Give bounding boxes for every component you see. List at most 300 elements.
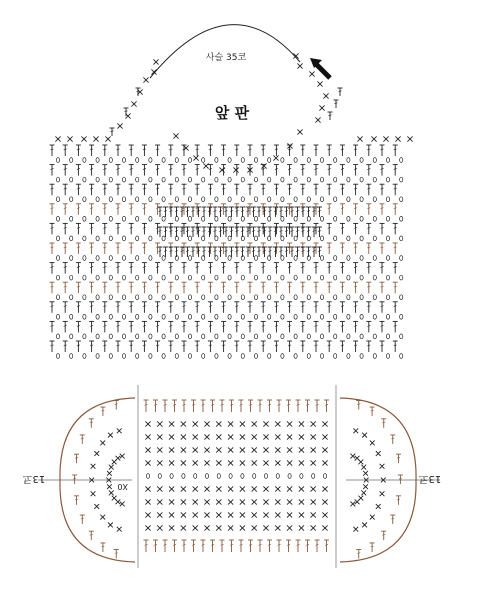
- oval-chain-icon: [373, 354, 376, 359]
- oval-chain-icon: [360, 177, 363, 182]
- oval-chain-icon: [347, 158, 350, 163]
- oval-chain-icon: [122, 158, 125, 163]
- oval-chain-icon: [228, 197, 231, 202]
- oval-chain-icon: [149, 334, 152, 339]
- x-stitch-icon: [263, 525, 268, 530]
- x-stitch-icon: [252, 434, 257, 439]
- x-stitch-icon: [299, 486, 304, 491]
- oval-chain-icon: [162, 275, 165, 280]
- oval-chain-icon: [202, 275, 205, 280]
- x-stitch-icon: [81, 136, 86, 141]
- t-stitch-icon: [306, 227, 311, 237]
- t-stitch-icon: [300, 302, 305, 313]
- x-stitch-icon: [145, 434, 150, 439]
- oval-chain-icon: [281, 334, 284, 339]
- t-stitch-icon: [163, 207, 168, 217]
- t-stitch-icon: [63, 263, 68, 274]
- x-stitch-icon: [287, 486, 292, 491]
- oval-chain-icon: [136, 197, 139, 202]
- oval-chain-icon: [136, 354, 139, 359]
- x-stitch-icon: [228, 525, 233, 530]
- oval-chain-icon: [136, 334, 139, 339]
- oval-chain-icon: [122, 216, 125, 221]
- oval-chain-icon: [400, 314, 403, 319]
- oval-chain-icon: [307, 197, 310, 202]
- oval-chain-icon: [294, 216, 297, 221]
- x-stitch-icon: [299, 499, 304, 504]
- x-stitch-icon: [228, 512, 233, 517]
- t-stitch-icon: [248, 184, 253, 195]
- t-stitch-icon: [168, 184, 173, 195]
- x-stitch-icon: [193, 486, 198, 491]
- oval-chain-icon: [136, 177, 139, 182]
- oval-chain-icon: [228, 177, 231, 182]
- t-stitch-icon: [290, 227, 295, 237]
- x-stitch-icon: [376, 504, 381, 509]
- t-stitch-icon: [315, 400, 320, 412]
- oval-chain-icon: [254, 295, 257, 300]
- t-stitch-icon: [50, 184, 55, 195]
- x-stitch-icon: [240, 525, 245, 530]
- oval-chain-icon: [373, 236, 376, 241]
- oval-chain-icon: [228, 314, 231, 319]
- t-stitch-icon: [290, 207, 295, 217]
- oval-chain-icon: [254, 216, 257, 221]
- x-stitch-icon: [143, 77, 148, 82]
- oval-chain-icon: [400, 295, 403, 300]
- oval-chain-icon: [400, 256, 403, 261]
- t-stitch-icon: [287, 263, 292, 274]
- t-stitch-icon: [142, 321, 147, 332]
- t-stitch-icon: [142, 165, 147, 176]
- t-stitch-icon: [63, 243, 68, 254]
- oval-chain-icon: [136, 314, 139, 319]
- x-stitch-icon: [370, 440, 375, 445]
- oval-chain-icon: [149, 256, 152, 261]
- t-stitch-icon: [172, 540, 177, 552]
- x-stitch-icon: [91, 464, 96, 469]
- t-stitch-icon: [116, 204, 121, 215]
- oval-chain-icon: [347, 236, 350, 241]
- x-stitch-icon: [252, 447, 257, 452]
- t-stitch-icon: [195, 263, 200, 274]
- oval-chain-icon: [320, 177, 323, 182]
- x-stitch-icon: [100, 440, 105, 445]
- t-stitch-icon: [50, 302, 55, 313]
- t-stitch-icon: [240, 207, 245, 217]
- front-panel: [50, 25, 413, 359]
- t-stitch-icon: [287, 184, 292, 195]
- x-stitch-icon: [93, 136, 98, 141]
- t-stitch-icon: [229, 207, 234, 217]
- oval-chain-icon: [254, 354, 257, 359]
- oval-chain-icon: [202, 314, 205, 319]
- oval-chain-icon: [122, 256, 125, 261]
- x-stitch-icon: [204, 447, 209, 452]
- oval-chain-icon: [188, 177, 191, 182]
- t-stitch-icon: [182, 184, 187, 195]
- x-stitch-icon: [67, 136, 72, 141]
- oval-chain-icon: [162, 216, 165, 221]
- oval-chain-icon: [400, 236, 403, 241]
- x-stitch-icon: [228, 499, 233, 504]
- t-stitch-icon: [234, 184, 239, 195]
- t-stitch-icon: [76, 165, 81, 176]
- oval-chain-icon: [334, 197, 337, 202]
- oval-chain-icon: [281, 158, 284, 163]
- t-stitch-icon: [296, 400, 301, 412]
- oval-chain-icon: [360, 158, 363, 163]
- t-stitch-icon: [224, 227, 229, 237]
- x-stitch-icon: [297, 129, 302, 134]
- x-stitch-icon: [145, 512, 150, 517]
- x-stitch-icon: [322, 499, 327, 504]
- t-stitch-icon: [76, 184, 81, 195]
- t-stitch-icon: [287, 282, 292, 293]
- x-stitch-icon: [317, 81, 322, 86]
- x-stitch-icon: [169, 512, 174, 517]
- oval-chain-icon: [254, 275, 257, 280]
- x-stitch-icon: [169, 525, 174, 530]
- t-stitch-icon: [191, 540, 196, 552]
- oval-chain-icon: [360, 354, 363, 359]
- t-stitch-icon: [89, 243, 94, 254]
- x-stitch-icon: [94, 451, 99, 456]
- oval-chain-icon: [334, 275, 337, 280]
- t-stitch-icon: [102, 302, 107, 313]
- oval-chain-icon: [162, 236, 165, 241]
- t-stitch-icon: [366, 184, 371, 195]
- t-stitch-icon: [274, 243, 279, 254]
- t-stitch-icon: [314, 321, 319, 332]
- t-stitch-icon: [290, 247, 295, 257]
- x-stitch-icon: [363, 484, 368, 489]
- oval-chain-icon: [241, 275, 244, 280]
- t-stitch-icon: [89, 145, 94, 156]
- x-stitch-icon: [193, 460, 198, 465]
- oval-chain-icon: [307, 295, 310, 300]
- t-stitch-icon: [142, 223, 147, 234]
- oval-chain-icon: [162, 197, 165, 202]
- x-stitch-icon: [311, 499, 316, 504]
- x-stitch-icon: [107, 484, 112, 489]
- t-stitch-icon: [324, 400, 329, 412]
- t-stitch-icon: [172, 400, 177, 412]
- t-stitch-icon: [314, 341, 319, 352]
- t-stitch-icon: [174, 207, 179, 217]
- t-stitch-icon: [207, 207, 212, 217]
- t-stitch-icon: [300, 263, 305, 274]
- oval-chain-icon: [373, 216, 376, 221]
- oval-chain-icon: [56, 256, 59, 261]
- oval-chain-icon: [56, 197, 59, 202]
- oval-chain-icon: [307, 216, 310, 221]
- oval-chain-icon: [400, 216, 403, 221]
- t-stitch-icon: [168, 145, 173, 156]
- x-stitch-icon: [228, 447, 233, 452]
- oval-chain-icon: [96, 158, 99, 163]
- oval-chain-icon: [228, 158, 231, 163]
- t-stitch-icon: [234, 263, 239, 274]
- t-stitch-icon: [257, 207, 262, 217]
- t-stitch-icon: [295, 227, 300, 237]
- x-stitch-icon: [145, 447, 150, 452]
- t-stitch-icon: [158, 227, 163, 237]
- oval-chain-icon: [228, 354, 231, 359]
- oval-chain-icon: [70, 256, 73, 261]
- x-stitch-icon: [193, 421, 198, 426]
- t-stitch-icon: [163, 227, 168, 237]
- t-stitch-icon: [393, 145, 398, 156]
- t-stitch-icon: [129, 341, 134, 352]
- t-stitch-icon: [274, 184, 279, 195]
- t-stitch-icon: [314, 263, 319, 274]
- t-stitch-icon: [273, 227, 278, 237]
- t-stitch-icon: [366, 282, 371, 293]
- t-stitch-icon: [129, 243, 134, 254]
- oval-chain-icon: [228, 236, 231, 241]
- oval-chain-icon: [241, 177, 244, 182]
- t-stitch-icon: [380, 321, 385, 332]
- oval-chain-icon: [83, 216, 86, 221]
- oval-chain-icon: [83, 275, 86, 280]
- x-stitch-icon: [380, 464, 385, 469]
- x-stitch-icon: [145, 460, 150, 465]
- t-stitch-icon: [102, 145, 107, 156]
- t-stitch-icon: [63, 145, 68, 156]
- oval-chain-icon: [109, 275, 112, 280]
- t-stitch-icon: [89, 223, 94, 234]
- t-stitch-icon: [208, 204, 213, 215]
- oval-chain-icon: [188, 314, 191, 319]
- t-stitch-icon: [168, 282, 173, 293]
- t-stitch-icon: [182, 400, 187, 412]
- oval-chain-icon: [294, 334, 297, 339]
- t-stitch-icon: [300, 341, 305, 352]
- x-stitch-icon: [193, 512, 198, 517]
- oval-chain-icon: [386, 177, 389, 182]
- t-stitch-icon: [195, 184, 200, 195]
- t-stitch-icon: [208, 243, 213, 254]
- oval-chain-icon: [386, 334, 389, 339]
- oval-chain-icon: [136, 256, 139, 261]
- t-stitch-icon: [100, 543, 105, 552]
- t-stitch-icon: [63, 223, 68, 234]
- t-stitch-icon: [50, 282, 55, 293]
- t-stitch-icon: [353, 282, 358, 293]
- t-stitch-icon: [220, 540, 225, 552]
- oval-chain-icon: [241, 314, 244, 319]
- oval-chain-icon: [70, 216, 73, 221]
- t-stitch-icon: [353, 184, 358, 195]
- t-stitch-icon: [366, 321, 371, 332]
- t-stitch-icon: [116, 302, 121, 313]
- t-stitch-icon: [229, 540, 234, 552]
- oval-chain-icon: [109, 354, 112, 359]
- x-stitch-icon: [252, 499, 257, 504]
- oval-chain-icon: [182, 474, 185, 479]
- t-stitch-icon: [100, 407, 105, 416]
- oval-chain-icon: [294, 295, 297, 300]
- t-stitch-icon: [195, 321, 200, 332]
- oval-chain-icon: [146, 474, 149, 479]
- x-stitch-icon: [263, 499, 268, 504]
- oval-chain-icon: [400, 354, 403, 359]
- oval-chain-icon: [307, 158, 310, 163]
- oval-chain-icon: [241, 295, 244, 300]
- t-stitch-icon: [210, 540, 215, 552]
- t-stitch-icon: [102, 204, 107, 215]
- oval-chain-icon: [386, 295, 389, 300]
- t-stitch-icon: [155, 302, 160, 313]
- x-stitch-icon: [204, 460, 209, 465]
- x-stitch-icon: [358, 460, 363, 465]
- oval-chain-icon: [386, 236, 389, 241]
- t-stitch-icon: [168, 165, 173, 176]
- oval-chain-icon: [149, 295, 152, 300]
- oval-chain-icon: [347, 314, 350, 319]
- t-stitch-icon: [208, 321, 213, 332]
- t-stitch-icon: [158, 247, 163, 257]
- x-stitch-icon: [216, 525, 221, 530]
- oval-chain-icon: [281, 216, 284, 221]
- t-stitch-icon: [195, 145, 200, 156]
- t-stitch-icon: [129, 145, 134, 156]
- t-stitch-icon: [248, 321, 253, 332]
- base-right-label: 13코: [418, 473, 442, 484]
- t-stitch-icon: [224, 207, 229, 217]
- oval-chain-icon: [194, 474, 197, 479]
- x-stitch-icon: [145, 421, 150, 426]
- t-stitch-icon: [340, 321, 345, 332]
- t-stitch-icon: [224, 247, 229, 257]
- t-stitch-icon: [208, 223, 213, 234]
- oval-chain-icon: [109, 314, 112, 319]
- x-stitch-icon: [94, 504, 99, 509]
- t-stitch-icon: [89, 419, 94, 428]
- x-stitch-icon: [181, 421, 186, 426]
- t-stitch-icon: [72, 475, 77, 484]
- t-stitch-icon: [273, 207, 278, 217]
- t-stitch-icon: [380, 184, 385, 195]
- t-stitch-icon: [182, 321, 187, 332]
- x-stitch-icon: [252, 525, 257, 530]
- t-stitch-icon: [261, 321, 266, 332]
- t-stitch-icon: [235, 247, 240, 257]
- t-stitch-icon: [380, 223, 385, 234]
- t-stitch-icon: [213, 227, 218, 237]
- t-stitch-icon: [338, 88, 343, 96]
- t-stitch-icon: [210, 400, 215, 412]
- oval-chain-icon: [360, 275, 363, 280]
- t-stitch-icon: [129, 321, 134, 332]
- oval-chain-icon: [307, 275, 310, 280]
- x-stitch-icon: [322, 512, 327, 517]
- t-stitch-icon: [110, 128, 115, 136]
- t-stitch-icon: [142, 282, 147, 293]
- oval-chain-icon: [386, 197, 389, 202]
- t-stitch-icon: [221, 321, 226, 332]
- oval-chain-icon: [96, 216, 99, 221]
- oval-chain-icon: [175, 314, 178, 319]
- t-stitch-icon: [191, 207, 196, 217]
- oval-chain-icon: [188, 236, 191, 241]
- oval-chain-icon: [334, 354, 337, 359]
- t-stitch-icon: [102, 341, 107, 352]
- x-stitch-icon: [275, 421, 280, 426]
- t-stitch-icon: [248, 400, 253, 412]
- oval-chain-icon: [215, 354, 218, 359]
- oval-chain-icon: [307, 314, 310, 319]
- t-stitch-icon: [380, 263, 385, 274]
- x-stitch-icon: [353, 527, 358, 532]
- oval-chain-icon: [360, 197, 363, 202]
- t-stitch-icon: [261, 204, 266, 215]
- t-stitch-icon: [208, 165, 213, 176]
- t-stitch-icon: [221, 184, 226, 195]
- t-stitch-icon: [393, 341, 398, 352]
- t-stitch-icon: [393, 263, 398, 274]
- x-stitch-icon: [181, 499, 186, 504]
- oval-chain-icon: [268, 216, 271, 221]
- t-stitch-icon: [234, 282, 239, 293]
- t-stitch-icon: [124, 108, 129, 116]
- x-stitch-icon: [169, 486, 174, 491]
- t-stitch-icon: [80, 435, 85, 444]
- t-stitch-icon: [300, 184, 305, 195]
- base-stitch-grid: [144, 400, 330, 552]
- t-stitch-icon: [221, 302, 226, 313]
- t-stitch-icon: [168, 341, 173, 352]
- t-stitch-icon: [327, 223, 332, 234]
- x-stitch-icon: [157, 434, 162, 439]
- t-stitch-icon: [50, 321, 55, 332]
- t-stitch-icon: [340, 243, 345, 254]
- x-stitch-icon: [117, 527, 122, 532]
- oval-chain-icon: [215, 177, 218, 182]
- bag-base: [22, 385, 441, 568]
- oval-chain-icon: [70, 197, 73, 202]
- x-stitch-icon: [216, 512, 221, 517]
- t-stitch-icon: [286, 540, 291, 552]
- t-stitch-icon: [390, 435, 395, 444]
- oval-chain-icon: [83, 236, 86, 241]
- oval-chain-icon: [56, 354, 59, 359]
- x-stitch-icon: [357, 136, 362, 141]
- oval-chain-icon: [56, 177, 59, 182]
- t-stitch-icon: [129, 282, 134, 293]
- t-stitch-icon: [287, 243, 292, 254]
- t-stitch-icon: [380, 302, 385, 313]
- t-stitch-icon: [267, 400, 272, 412]
- t-stitch-icon: [356, 401, 361, 410]
- x-stitch-icon: [173, 133, 178, 138]
- oval-chain-icon: [254, 158, 257, 163]
- x-stitch-icon: [108, 433, 113, 438]
- t-stitch-icon: [191, 227, 196, 237]
- x-stitch-icon: [311, 460, 316, 465]
- x-stitch-icon: [287, 499, 292, 504]
- oval-chain-icon: [202, 295, 205, 300]
- t-stitch-icon: [314, 282, 319, 293]
- oval-chain-icon: [215, 158, 218, 163]
- x-stitch-icon: [169, 460, 174, 465]
- oval-chain-icon: [334, 314, 337, 319]
- t-stitch-icon: [366, 165, 371, 176]
- oval-chain-icon: [347, 275, 350, 280]
- oval-chain-icon: [276, 474, 279, 479]
- t-stitch-icon: [279, 227, 284, 237]
